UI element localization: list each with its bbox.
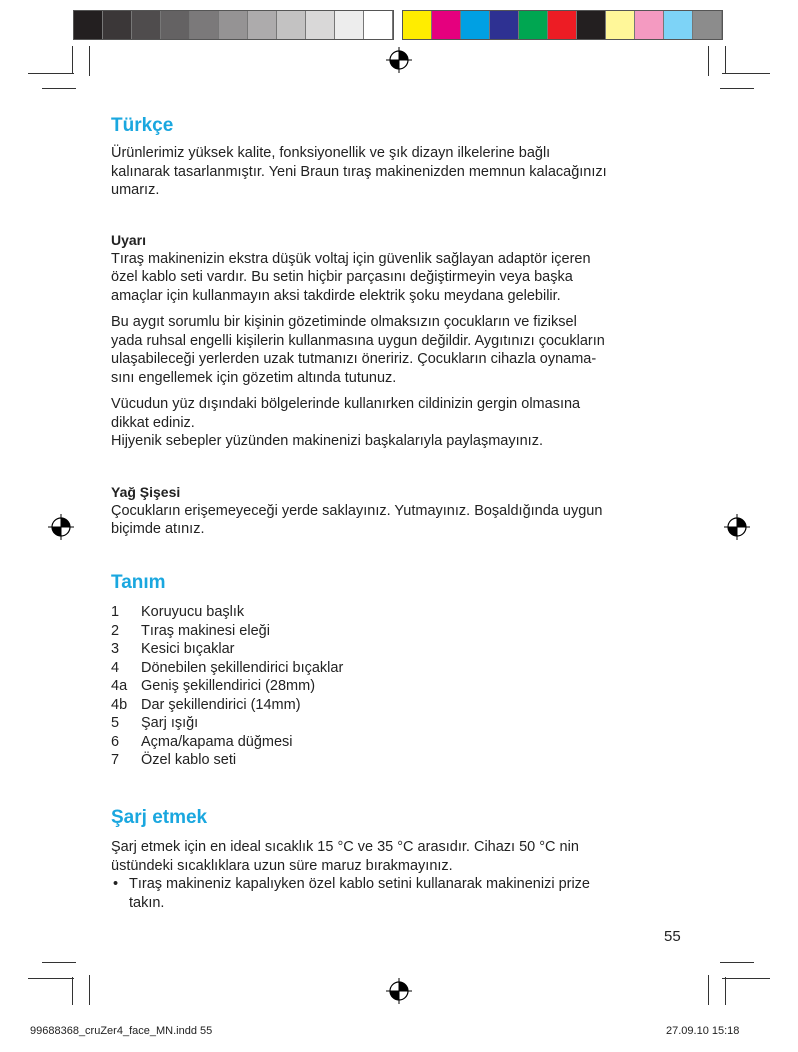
registration-mark-icon — [724, 514, 750, 540]
color-swatch — [364, 11, 393, 39]
section-title: Türkçe — [111, 115, 174, 136]
footer-file-slug: 99688368_cruZer4_face_MN.indd 55 — [30, 1025, 213, 1037]
color-swatch — [461, 11, 490, 39]
color-swatch — [693, 11, 722, 39]
parts-list-item — [111, 640, 691, 659]
text-line: üstündeki sıcaklıklara uzun süre maruz bırakmayınız. — [111, 857, 453, 874]
crop-mark — [708, 975, 709, 1005]
item-number: 2 — [111, 622, 120, 639]
crop-mark — [89, 46, 90, 76]
grayscale-calibration-bar — [73, 10, 394, 40]
bullet-item — [111, 875, 691, 912]
text-line: özel kablo seti vardır. Bu setin hiçbir parçasını değiştirmeyin veya başka — [111, 269, 573, 285]
item-number: 4a — [111, 678, 128, 694]
parts-list-item — [111, 714, 691, 733]
color-swatch — [335, 11, 364, 39]
color-swatch — [277, 11, 306, 39]
color-swatch — [219, 11, 248, 39]
page-number: 55 — [664, 928, 681, 945]
parts-list — [111, 603, 691, 770]
color-calibration-bar — [402, 10, 723, 40]
color-swatch — [432, 11, 461, 39]
crop-mark — [72, 977, 73, 1005]
item-number: 7 — [111, 752, 120, 768]
color-swatch — [103, 11, 132, 39]
oil-title: Yağ Şişesi — [111, 484, 181, 500]
text-line: takın. — [129, 894, 165, 911]
crop-mark — [725, 977, 726, 1005]
charging-paragraph — [111, 838, 691, 875]
crop-mark — [720, 962, 754, 963]
parts-list-item — [111, 733, 691, 752]
warning-block — [111, 231, 691, 451]
item-number: 5 — [111, 715, 120, 731]
color-swatch — [161, 11, 190, 39]
warning-paragraph — [111, 313, 691, 387]
color-swatch — [132, 11, 161, 39]
oil-bottle-block — [111, 483, 691, 539]
item-label: Tıraş makinesi eleği — [141, 622, 270, 639]
text-line: Vücudun yüz dışındaki bölgelerinde kullanırken cildinizin gergin olmasına — [111, 396, 581, 412]
warning-paragraph — [111, 250, 691, 306]
crop-mark — [708, 46, 709, 76]
registration-mark-icon — [386, 978, 412, 1004]
crop-mark — [28, 73, 74, 74]
color-swatch — [190, 11, 219, 39]
text-line: Çocukların erişemeyeceği yerde saklayınız. Yutmayınız. Boşaldığında uygun — [111, 502, 603, 519]
item-label: Geniş şekillendirici (28mm) — [141, 678, 316, 694]
text-line: yada ruhsal engelli kişilerin kullanmasına uygun değildir. Aygıtınızı çocukların — [111, 332, 605, 349]
warning-title: Uyarı — [111, 232, 147, 248]
color-swatch — [74, 11, 103, 39]
parts-list-item — [111, 622, 691, 641]
color-swatch — [403, 11, 432, 39]
text-line: sını engellemek için gözetim altında tutunuz. — [111, 369, 397, 386]
text-line: umarız. — [111, 182, 160, 198]
crop-mark — [42, 962, 76, 963]
text-line: biçimde atınız. — [111, 521, 205, 537]
bullet-text — [129, 875, 590, 912]
color-swatch — [306, 11, 335, 39]
text-line: amaçlar için kullanmayın aksi takdirde elektrik şoku meydana gelebilir. — [111, 287, 561, 304]
color-swatch — [490, 11, 519, 39]
crop-mark — [28, 978, 74, 979]
text-line: Hijyenik sebepler yüzünden makinenizi başkalarıyla paylaşmayınız. — [111, 433, 543, 449]
text-line: Ürünlerimiz yüksek kalite, fonksiyonellik ve şık dizayn ilkelerine bağlı — [111, 145, 551, 161]
registration-mark-icon — [48, 514, 74, 540]
section-title: Şarj etmek — [111, 807, 208, 828]
text-line: Tıraş makineniz kapalıyken özel kablo setini kullanarak makinenizi prize — [129, 876, 590, 892]
parts-list-item — [111, 677, 691, 696]
text-line: Şarj etmek için en ideal sıcaklık 15 °C ve 35 °C arasıdır. Cihazı 50 °C nin — [111, 839, 579, 855]
section-turkce — [111, 115, 691, 200]
item-label: Şarj ışığı — [141, 715, 199, 731]
text-line: dikkat ediniz. — [111, 414, 195, 431]
crop-mark — [89, 975, 90, 1005]
item-number: 3 — [111, 641, 120, 657]
color-swatch — [606, 11, 635, 39]
item-label: Koruyucu başlık — [141, 604, 245, 620]
footer-datetime: 27.09.10 15:18 — [666, 1025, 740, 1037]
text-line: ulaşabileceği yerlerden uzak tutmanızı öneririz. Çocukların cihazla oynama- — [111, 351, 597, 367]
section-sarj — [111, 807, 691, 912]
crop-mark — [72, 46, 73, 74]
section-title: Tanım — [111, 572, 166, 593]
item-number: 6 — [111, 733, 120, 750]
color-swatch — [548, 11, 577, 39]
item-label: Açma/kapama düğmesi — [141, 733, 293, 750]
parts-list-item — [111, 696, 691, 715]
text-line: Tıraş makinenizin ekstra düşük voltaj için güvenlik sağlayan adaptör içeren — [111, 250, 591, 267]
bullet-icon: • — [113, 876, 119, 892]
item-label: Özel kablo seti — [141, 752, 237, 768]
section-tanim — [111, 572, 691, 770]
registration-mark-icon — [386, 47, 412, 73]
color-swatch — [519, 11, 548, 39]
parts-list-item — [111, 603, 691, 622]
warning-paragraph — [111, 395, 691, 451]
item-label: Dar şekillendirici (14mm) — [141, 696, 301, 713]
intro-paragraph — [111, 144, 691, 200]
item-number: 1 — [111, 604, 120, 620]
crop-mark — [720, 88, 754, 89]
parts-list-item — [111, 751, 691, 770]
text-line: Bu aygıt sorumlu bir kişinin gözetiminde olmaksızın çocukların ve fiziksel — [111, 314, 577, 330]
oil-paragraph — [111, 502, 691, 539]
crop-mark — [722, 978, 770, 979]
crop-mark — [722, 73, 770, 74]
item-label: Kesici bıçaklar — [141, 641, 235, 657]
parts-list-item — [111, 659, 691, 678]
item-number: 4b — [111, 696, 128, 713]
crop-mark — [725, 46, 726, 74]
item-number: 4 — [111, 659, 120, 676]
text-line: kalınarak tasarlanmıştır. Yeni Braun tıraş makinenizden memnun kalacağınızı — [111, 163, 607, 180]
color-swatch — [577, 11, 606, 39]
item-label: Dönebilen şekillendirici bıçaklar — [141, 659, 344, 676]
color-swatch — [664, 11, 693, 39]
color-swatch — [248, 11, 277, 39]
crop-mark — [42, 88, 76, 89]
color-swatch — [635, 11, 664, 39]
